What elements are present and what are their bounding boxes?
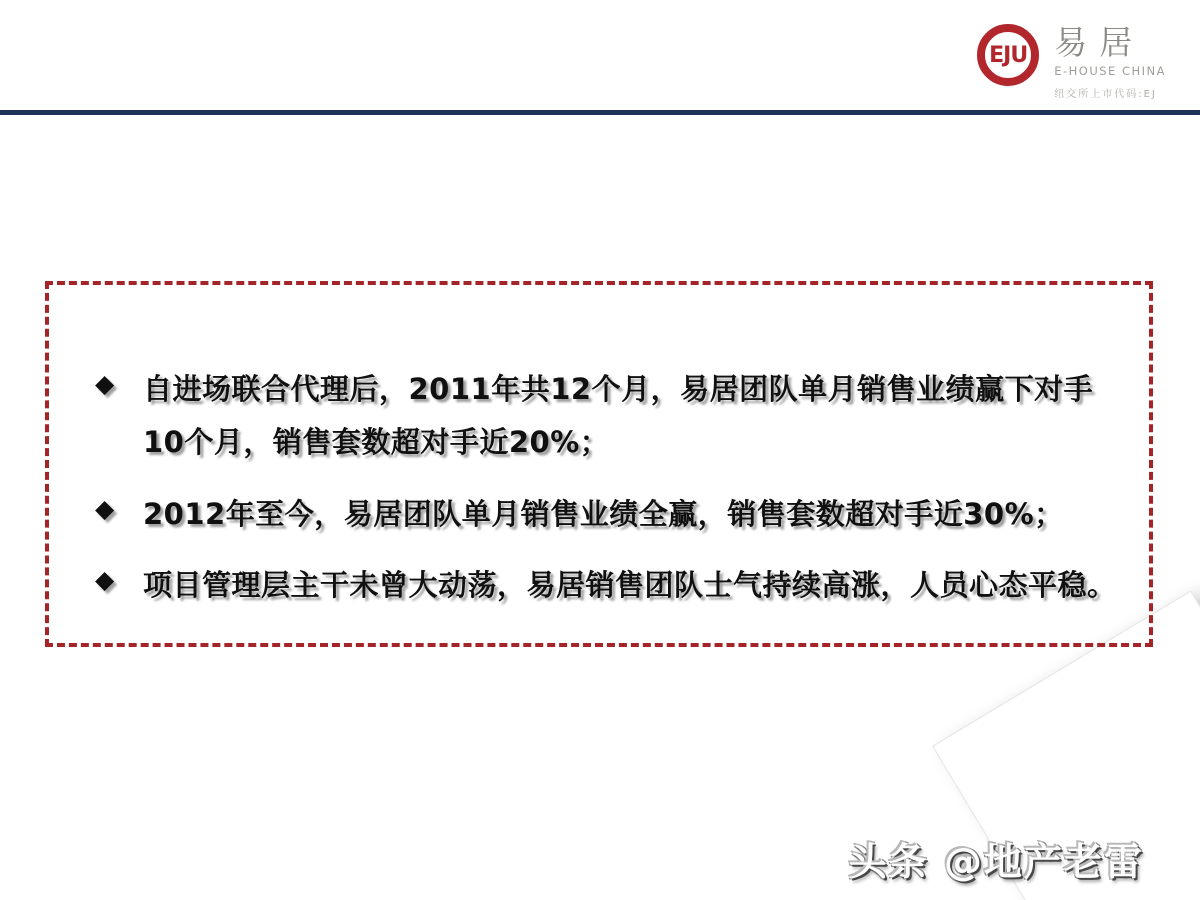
eju-logo (977, 24, 1166, 100)
bullet-item (95, 488, 1131, 541)
eju-logo-badge-icon: EJU (977, 24, 1039, 86)
diamond-bullet-icon: ◆ (95, 493, 115, 523)
author-watermark: 头条 @地产老雷 (848, 840, 1144, 884)
bullet-text: 2012年至今，易居团队单月销售业绩全赢，销售套数超对手近30%； (143, 496, 1064, 531)
header-divider-line (0, 110, 1200, 115)
brand-subtitle: E-HOUSE CHINA (1054, 63, 1166, 78)
bullet-text: 自进场联合代理后，2011年共12个月，易居团队单月销售业绩赢下对手10个月，销售套数超对手近20%； (143, 372, 1094, 459)
bullet-item (95, 559, 1131, 612)
diamond-bullet-icon: ◆ (95, 565, 115, 595)
bullet-text: 项目管理层主干未曾大动荡，易居销售团队士气持续高涨，人员心态平稳。 (143, 568, 1117, 603)
bullet-item (95, 363, 1131, 469)
brand-name: 易居 (1054, 23, 1145, 62)
diamond-bullet-icon: ◆ (95, 369, 115, 398)
eju-logo-text (1054, 24, 1166, 100)
brand-tagline: 纽交所上市代码:EJ (1054, 88, 1157, 100)
dashed-content-box (45, 281, 1153, 647)
